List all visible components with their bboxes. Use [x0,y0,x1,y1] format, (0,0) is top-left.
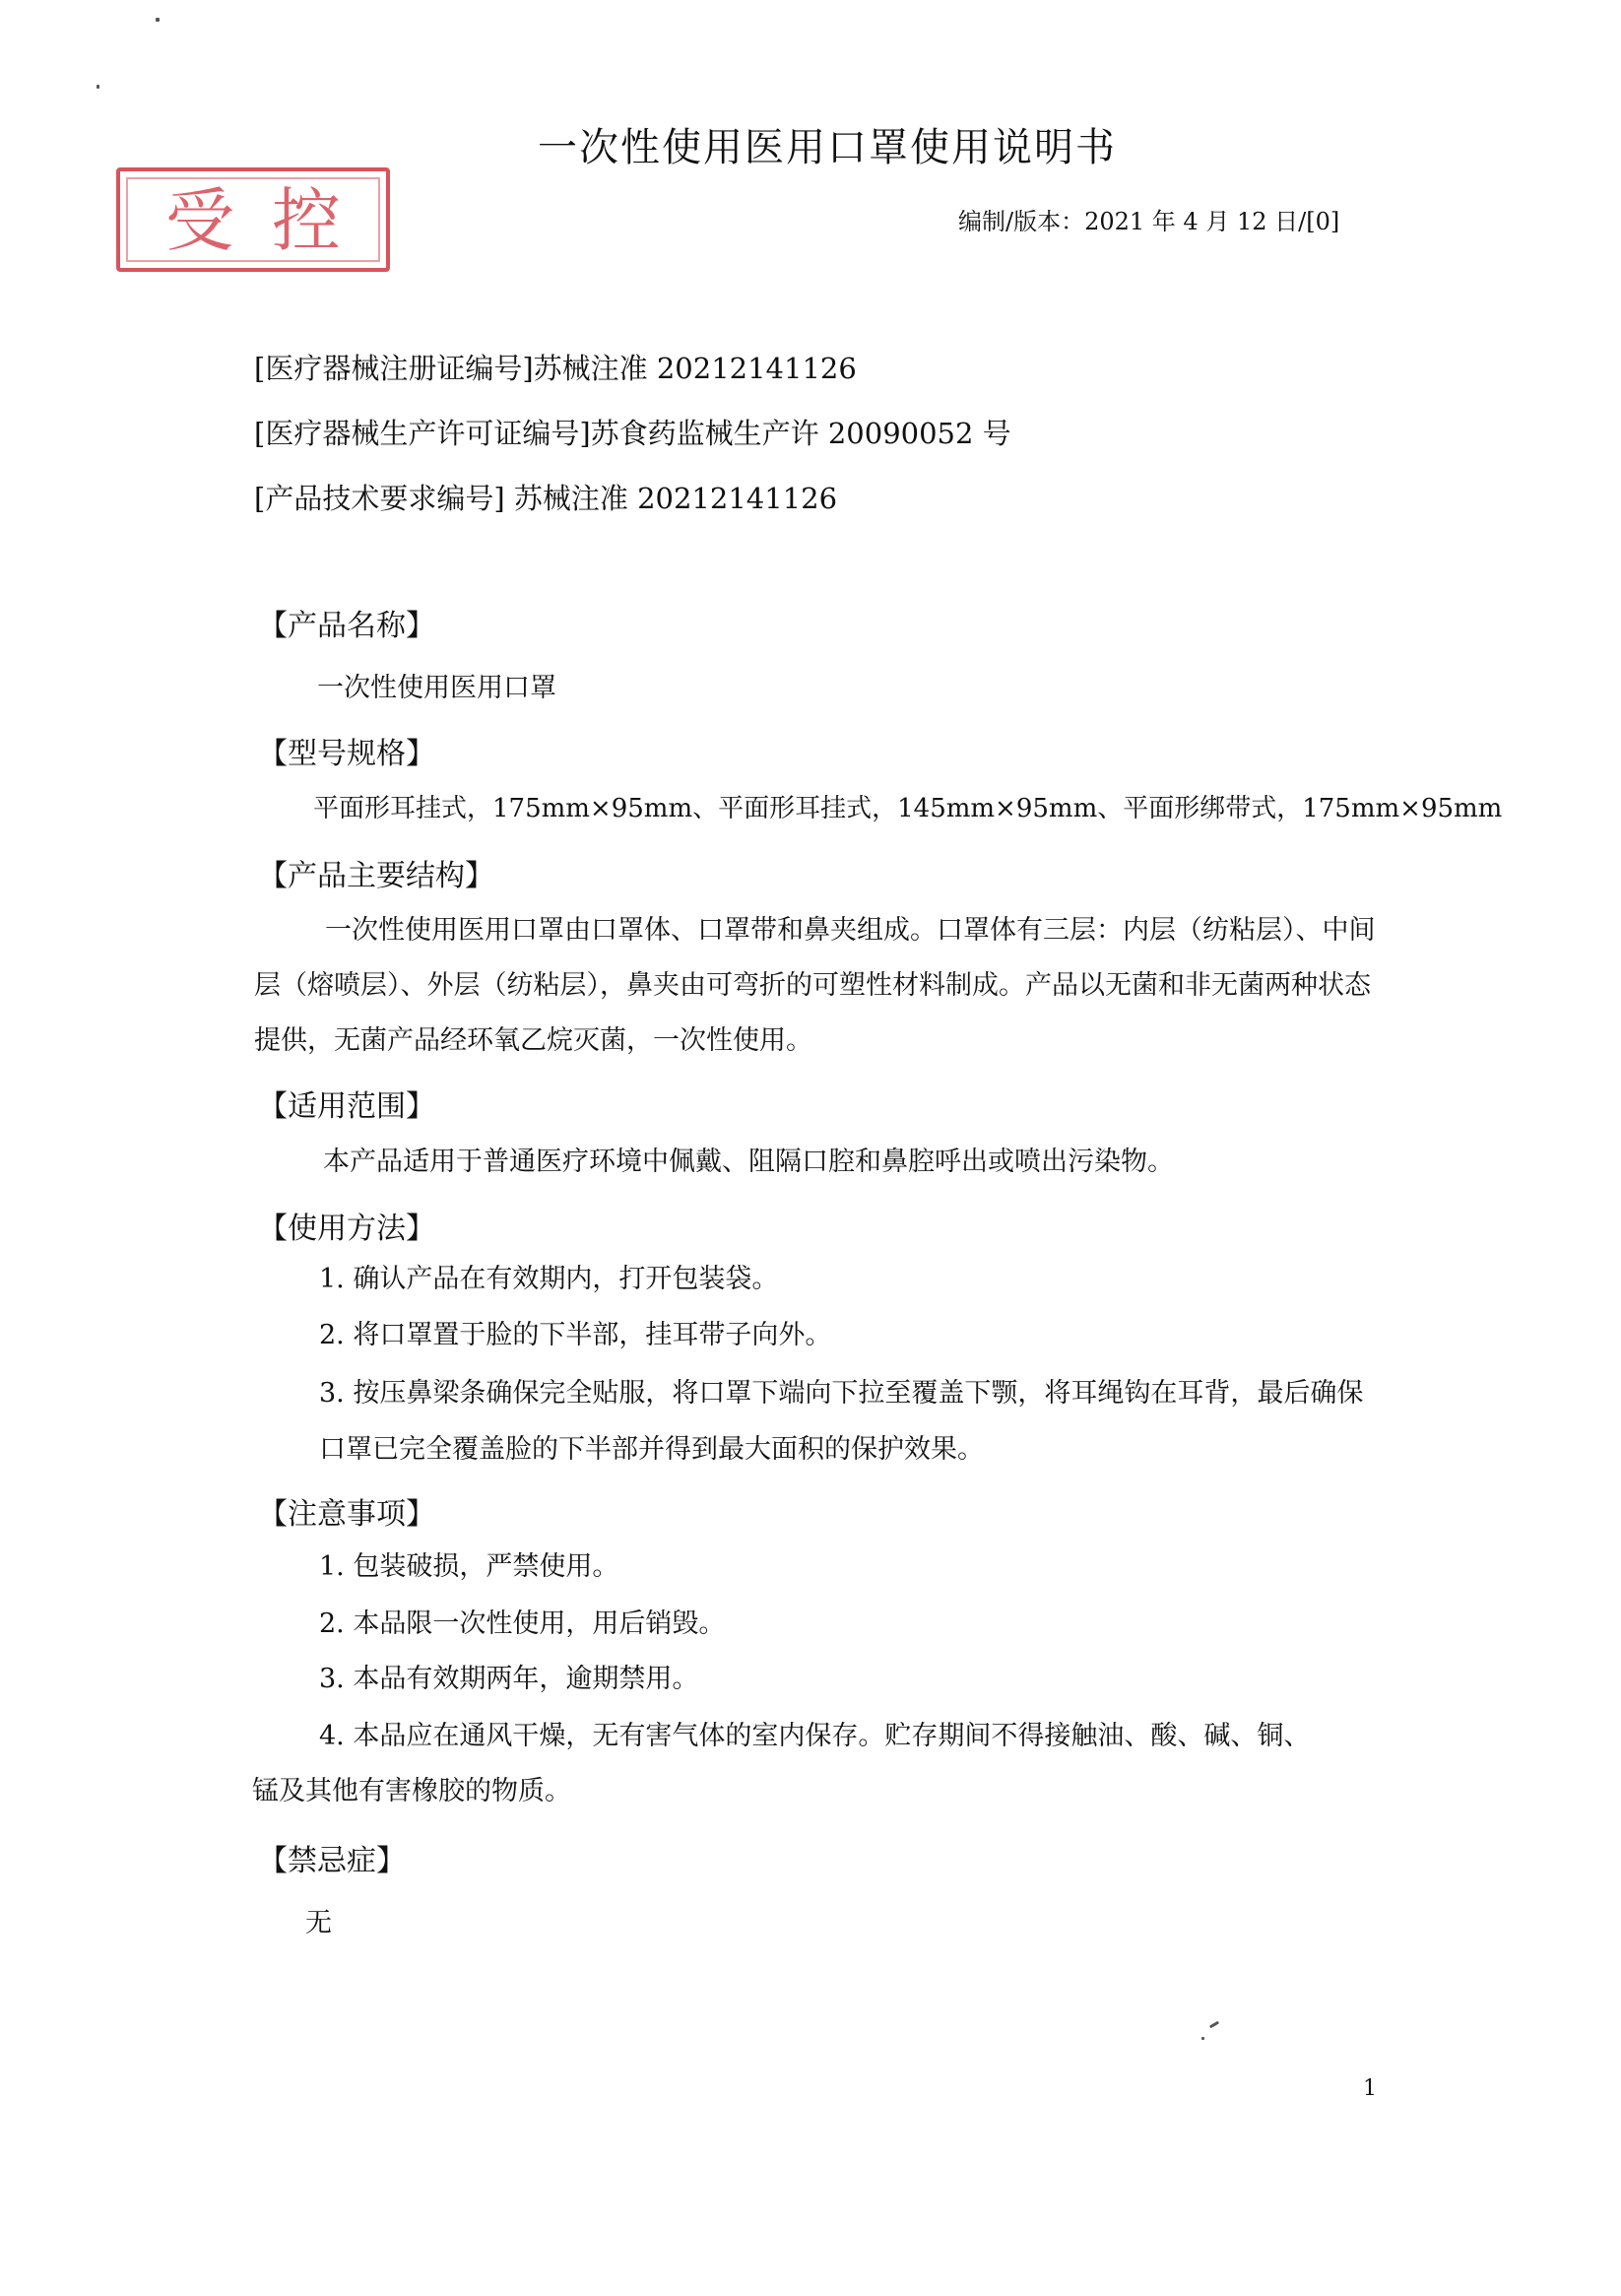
note-item-4-cont: 锰及其他有害橡胶的物质。 [252,1776,571,1806]
note-item-3: 3. 本品有效期两年，逾期禁用。 [319,1664,699,1694]
stamp-text: 受控 [165,180,378,261]
structure-line-1: 一次性使用医用口罩由口罩体、口罩带和鼻夹组成。口罩体有三层：内层（纺粘层）、中间 [325,915,1376,946]
product-name: 一次性使用医用口罩 [317,673,556,703]
section-heading-scope: 【适用范围】 [258,1089,435,1124]
tech-requirement: [产品技术要求编号] 苏械注准 20212141126 [254,482,838,515]
scan-speck [1209,2021,1219,2029]
structure-line-3: 提供，无菌产品经环氧乙烷灭菌，一次性使用。 [254,1025,812,1056]
page-number: 1 [1363,2076,1377,2101]
edition-info: 编制/版本：2021 年 4 月 12 日/[0] [958,208,1340,235]
note-item-4: 4. 本品应在通风干燥，无有害气体的室内保存。贮存期间不得接触油、酸、碱、铜、 [319,1721,1311,1751]
production-license: [医疗器械生产许可证编号]苏食药监械生产许 20090052 号 [254,417,1011,450]
section-heading-contra: 【禁忌症】 [258,1844,406,1878]
controlled-stamp [116,167,390,272]
structure-line-2: 层（熔喷层）、外层（纺粘层），鼻夹由可弯折的可塑性材料制成。产品以无菌和非无菌两种状态 [254,970,1371,1001]
note-item-1: 1. 包装破损，严禁使用。 [319,1551,619,1582]
usage-item-2: 2. 将口罩置于脸的下半部，挂耳带子向外。 [319,1320,832,1350]
scope-text: 本产品适用于普通医疗环境中佩戴、阻隔口腔和鼻腔呼出或喷出污染物。 [323,1147,1174,1177]
section-heading-usage: 【使用方法】 [258,1212,435,1246]
contra-text: 无 [305,1908,332,1938]
note-item-2: 2. 本品限一次性使用，用后销毁。 [319,1608,726,1639]
scan-speck [1201,2037,1204,2040]
scan-speck [97,85,99,89]
usage-item-3: 3. 按压鼻梁条确保完全贴服，将口罩下端向下拉至覆盖下颚，将耳绳钩在耳背，最后确保 [319,1378,1364,1409]
spec-text: 平面形耳挂式，175mm×95mm、平面形耳挂式，145mm×95mm、平面形绑带式，175mm×95mm [313,794,1503,823]
registration-cert: [医疗器械注册证编号]苏械注准 20212141126 [254,352,857,385]
section-heading-name: 【产品名称】 [258,609,435,643]
usage-item-3-cont: 口罩已完全覆盖脸的下半部并得到最大面积的保护效果。 [319,1434,984,1465]
document-title: 一次性使用医用口罩使用说明书 [538,125,1117,170]
section-heading-structure: 【产品主要结构】 [258,859,494,893]
section-heading-spec: 【型号规格】 [258,737,435,771]
scan-speck [156,18,160,22]
section-heading-notes: 【注意事项】 [258,1497,435,1532]
usage-item-1: 1. 确认产品在有效期内，打开包装袋。 [319,1264,779,1294]
